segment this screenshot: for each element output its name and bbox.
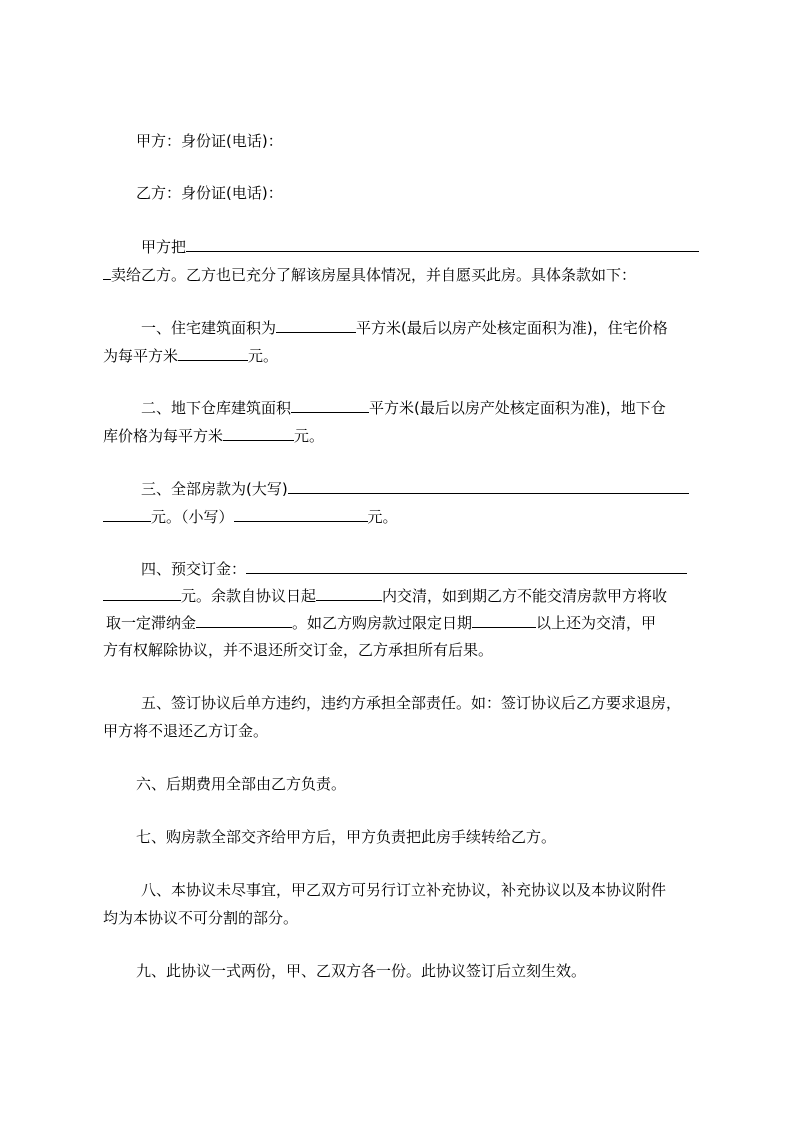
clause-1-text-c: 为每平方米: [103, 347, 179, 365]
house-price-blank[interactable]: [178, 346, 248, 361]
clause-4-line-1: [141, 559, 687, 579]
clause-1-line-2: [103, 346, 278, 366]
party-a-line: 甲方：身份证(电话)：: [136, 132, 283, 150]
clause-4-line-3: [106, 613, 656, 633]
house-area-blank[interactable]: [276, 318, 356, 333]
late-fee-blank[interactable]: [196, 613, 292, 628]
property-blank-cont[interactable]: [103, 265, 111, 280]
balance-days-blank[interactable]: [316, 586, 382, 601]
clause-4-text-d: 取一定滞纳金: [106, 614, 197, 632]
clause-3-text-c: 元。: [367, 508, 398, 526]
clause-1-line-1: [141, 318, 668, 338]
clause-2-text-b: 平方米(最后以房产处核定面积为准)，地下仓: [369, 399, 666, 417]
intro-line-1: [141, 237, 699, 257]
deadline-blank[interactable]: [472, 613, 536, 628]
clause-1-text-a: 一、住宅建筑面积为: [141, 319, 277, 337]
clause-4-text-a: 四、预交订金：: [141, 560, 247, 578]
clause-4-line-4: 方有权解除协议，并不退还所交订金，乙方承担所有后果。: [103, 641, 494, 659]
clause-4-text-b: 元。余款自协议日起: [181, 587, 317, 605]
clause-8-line-2: 均为本协议不可分割的部分。: [103, 909, 299, 927]
deposit-blank[interactable]: [246, 559, 687, 574]
total-uppercase-blank[interactable]: [288, 479, 689, 494]
clause-1-text-b: 平方米(最后以房产处核定面积为准)，住宅价格: [356, 319, 668, 337]
clause-8-line-1: 八、本协议未尽事宜，甲乙双方可另行订立补充协议，补充协议以及本协议附件: [141, 881, 667, 899]
clause-4-line-2: [103, 586, 667, 606]
intro-prefix: 甲方把: [141, 238, 187, 256]
intro-suffix: 卖给乙方。乙方也已充分了解该房屋具体情况，并自愿买此房。具体条款如下：: [111, 266, 637, 284]
clause-1-text-d: 元。: [248, 347, 279, 365]
clause-3-text-a: 三、全部房款为(大写): [141, 480, 288, 498]
clause-2-line-2: [103, 426, 324, 446]
clause-6: 六、后期费用全部由乙方负责。: [136, 775, 347, 793]
clause-3-line-1: [141, 479, 689, 499]
clause-7: 七、购房款全部交齐给甲方后，甲方负责把此房手续转给乙方。: [136, 828, 557, 846]
clause-2-line-1: [141, 398, 666, 418]
clause-5-line-1: 五、签订协议后单方违约，违约方承担全部责任。如：签订协议后乙方要求退房，: [141, 694, 682, 712]
clause-3-line-2: [103, 507, 398, 527]
storage-price-blank[interactable]: [223, 426, 294, 441]
storage-area-blank[interactable]: [291, 398, 369, 413]
clause-9: 九、此协议一式两份，甲、乙双方各一份。此协议签订后立刻生效。: [136, 962, 587, 980]
clause-4-text-e: 。如乙方购房款过限定日期: [292, 614, 473, 632]
total-lowercase-blank[interactable]: [234, 507, 368, 522]
intro-line-2: [103, 265, 636, 285]
clause-5-line-2: 甲方将不退还乙方订金。: [103, 722, 269, 740]
deposit-blank-cont[interactable]: [103, 586, 181, 601]
clause-4-text-f: 以上还为交清，甲: [536, 614, 657, 632]
clause-2-text-a: 二、地下仓库建筑面积: [141, 399, 292, 417]
total-uppercase-blank-cont[interactable]: [103, 507, 151, 522]
clause-4-text-c: 内交清，如到期乙方不能交清房款甲方将收: [382, 587, 668, 605]
party-b-line: 乙方：身份证(电话)：: [136, 184, 283, 202]
clause-3-text-b: 元。（小写）: [151, 508, 234, 526]
clause-2-text-d: 元。: [294, 427, 325, 445]
clause-2-text-c: 库价格为每平方米: [103, 427, 224, 445]
property-blank[interactable]: [186, 237, 699, 252]
